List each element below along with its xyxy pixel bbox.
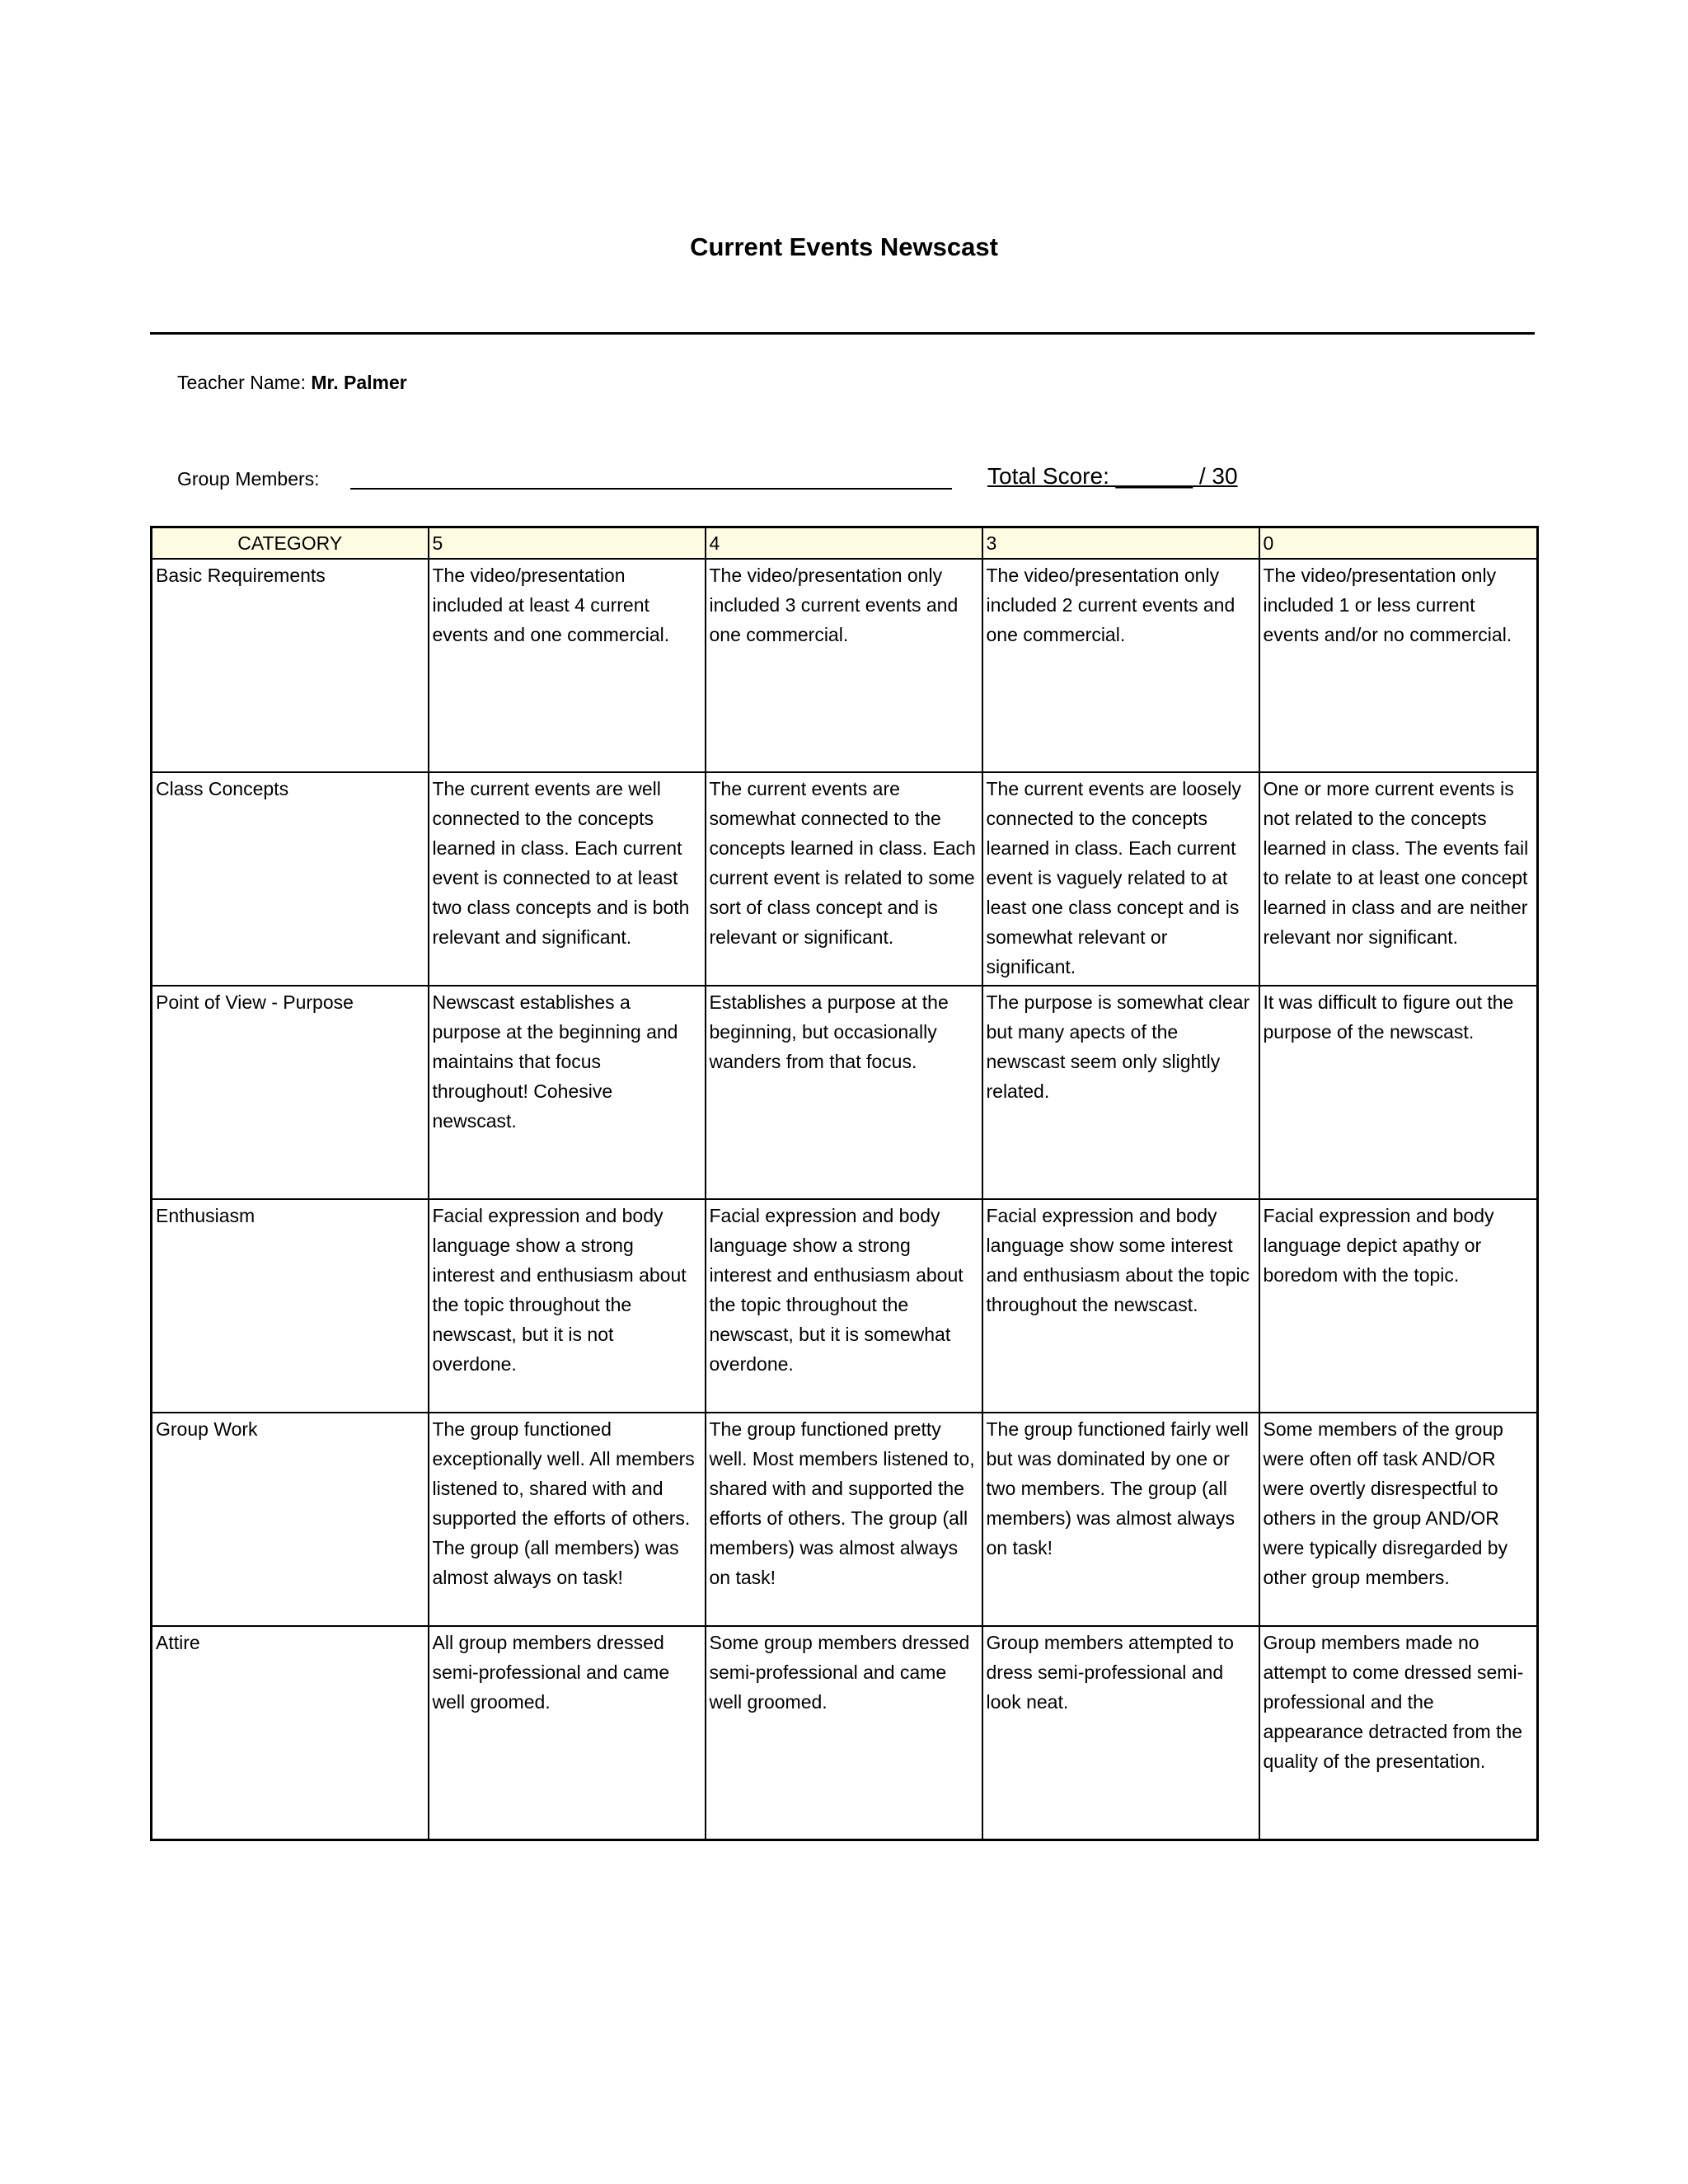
criteria-cell: Facial expression and body language show some interest and enthusiasm about the topic throughout the newscast.: [982, 1199, 1259, 1413]
rubric-row-attire: [152, 1626, 1538, 1840]
teacher-name: Mr. Palmer: [311, 372, 407, 393]
criteria-cell: Group members attempted to dress semi-professional and look neat.: [982, 1626, 1259, 1840]
rubric-row-basic-requirements: [152, 559, 1538, 772]
category-cell: Basic Requirements: [152, 559, 429, 772]
criteria-cell: The video/presentation only included 1 or less current events and/or no commercial.: [1259, 559, 1538, 772]
criteria-cell: Facial expression and body language show a strong interest and enthusiasm about the topic throughout the newscast, but it is not overdone.: [429, 1199, 706, 1413]
title-divider: [150, 332, 1535, 335]
category-cell: Group Work: [152, 1413, 429, 1626]
total-score-field[interactable]: Total Score: ______ / 30: [987, 463, 1238, 489]
criteria-cell: Establishes a purpose at the beginning, but occasionally wanders from that focus.: [706, 986, 982, 1199]
category-cell: Class Concepts: [152, 772, 429, 986]
teacher-line: [177, 370, 407, 395]
rubric-row-group-work: [152, 1413, 1538, 1626]
criteria-cell: Newscast establishes a purpose at the beginning and maintains that focus throughout! Cohesive newscast.: [429, 986, 706, 1199]
header-category: CATEGORY: [152, 527, 429, 560]
category-cell: Point of View - Purpose: [152, 986, 429, 1199]
criteria-cell: The video/presentation only included 2 current events and one commercial.: [982, 559, 1259, 772]
criteria-cell: The current events are somewhat connected to the concepts learned in class. Each current event is related to some sort of class concept and is relevant or significant.: [706, 772, 982, 986]
criteria-cell: The current events are well connected to the concepts learned in class. Each current event is connected to at least two class concepts and is both relevant and significant.: [429, 772, 706, 986]
criteria-cell: Group members made no attempt to come dressed semi-professional and the appearance detracted from the quality of the presentation.: [1259, 1626, 1538, 1840]
criteria-cell: It was difficult to figure out the purpose of the newscast.: [1259, 986, 1538, 1199]
rubric-row-point-of-view: [152, 986, 1538, 1199]
category-cell: Enthusiasm: [152, 1199, 429, 1413]
group-members-field[interactable]: [350, 488, 952, 490]
rubric-row-class-concepts: [152, 772, 1538, 986]
criteria-cell: One or more current events is not related to the concepts learned in class. The events fail to relate to at least one concept learned in class and are neither relevant nor significant.: [1259, 772, 1538, 986]
header-score-5: 5: [429, 527, 706, 560]
criteria-cell: Some group members dressed semi-professional and came well groomed.: [706, 1626, 982, 1840]
teacher-label: Teacher Name:: [177, 372, 306, 393]
criteria-cell: Facial expression and body language show a strong interest and enthusiasm about the topic throughout the newscast, but it is somewhat overdone.: [706, 1199, 982, 1413]
header-score-0: 0: [1259, 527, 1538, 560]
group-members-label: Group Members:: [177, 468, 320, 490]
criteria-cell: The group functioned exceptionally well. All members listened to, shared with and supported the efforts of others. The group (all members) was almost always on task!: [429, 1413, 706, 1626]
criteria-cell: The current events are loosely connected to the concepts learned in class. Each current event is vaguely related to at least one class concept and is somewhat relevant or significant.: [982, 772, 1259, 986]
criteria-cell: Facial expression and body language depict apathy or boredom with the topic.: [1259, 1199, 1538, 1413]
criteria-cell: All group members dressed semi-professional and came well groomed.: [429, 1626, 706, 1840]
header-score-4: 4: [706, 527, 982, 560]
rubric-header-row: [152, 527, 1538, 560]
criteria-cell: The purpose is somewhat clear but many apects of the newscast seem only slightly related.: [982, 986, 1259, 1199]
rubric-table: [150, 526, 1539, 1841]
rubric-row-enthusiasm: [152, 1199, 1538, 1413]
criteria-cell: The group functioned pretty well. Most members listened to, shared with and supported the efforts of others. The group (all members) was almost always on task!: [706, 1413, 982, 1626]
category-cell: Attire: [152, 1626, 429, 1840]
criteria-cell: Some members of the group were often off task AND/OR were overtly disrespectful to others in the group AND/OR were typically disregarded by other group members.: [1259, 1413, 1538, 1626]
criteria-cell: The video/presentation only included 3 current events and one commercial.: [706, 559, 982, 772]
criteria-cell: The video/presentation included at least 4 current events and one commercial.: [429, 559, 706, 772]
header-score-3: 3: [982, 527, 1259, 560]
criteria-cell: The group functioned fairly well but was dominated by one or two members. The group (all members) was almost always on task!: [982, 1413, 1259, 1626]
page-title: Current Events Newscast: [690, 232, 998, 261]
